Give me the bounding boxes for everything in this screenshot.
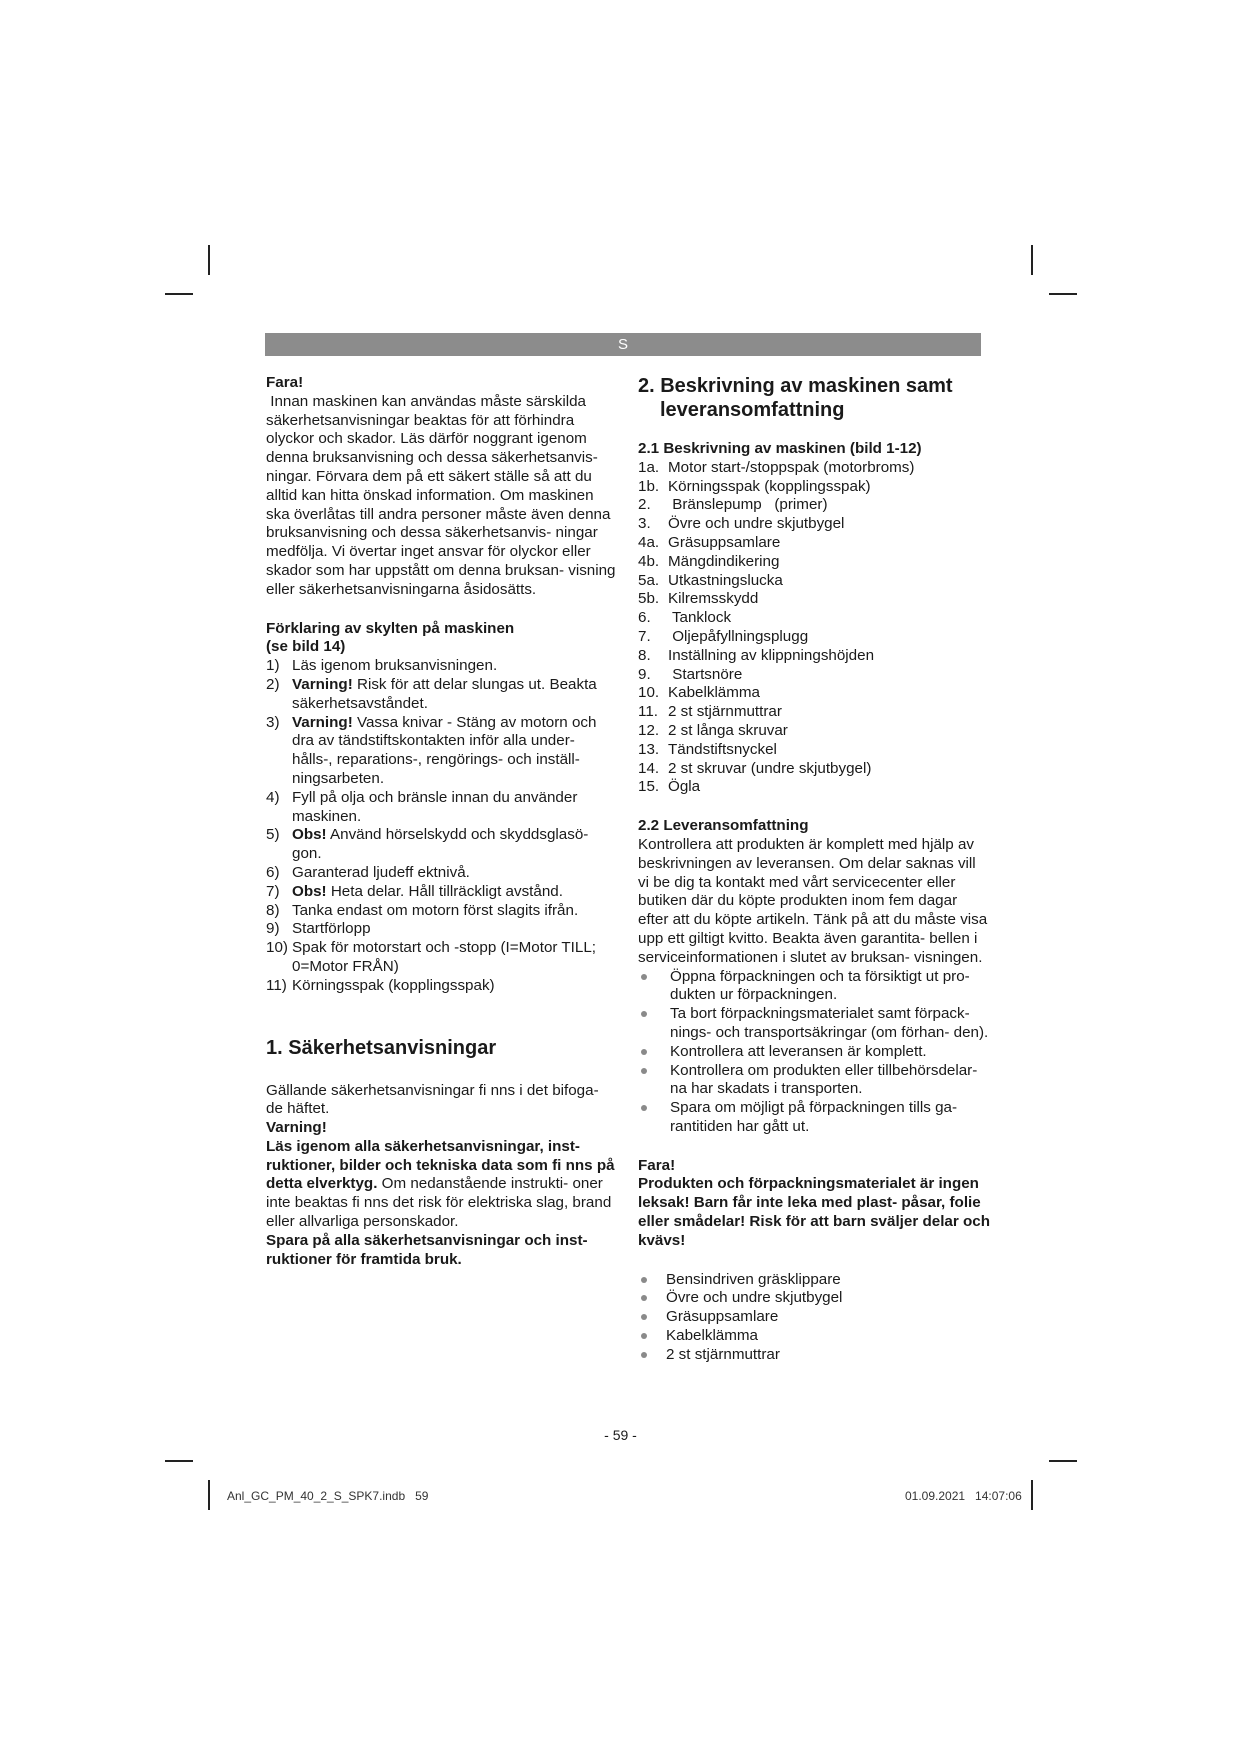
part-number: 11.	[638, 703, 658, 721]
part-item	[638, 684, 990, 703]
unpack-step-text: Spara om möjligt på förpackningen tills ga- rantitiden har gått ut.	[670, 1099, 958, 1135]
part-number: 15.	[638, 778, 660, 796]
machine-parts-list	[638, 459, 990, 797]
crop-mark-top-right-h	[1049, 293, 1077, 295]
section-2-title: 2. Beskrivning av maskinen samt leveransomfattning	[638, 375, 953, 421]
part-label: Ögla	[668, 778, 701, 796]
part-item	[638, 778, 990, 797]
part-item	[638, 666, 990, 685]
part-number: 2.	[638, 496, 651, 514]
section-1-title: 1. Säkerhetsanvisningar	[266, 1036, 497, 1059]
sign-item-bold: Varning!	[292, 675, 353, 693]
fara-heading-right: Fara!	[638, 1156, 676, 1174]
sign-item-number: 9)	[266, 920, 280, 938]
bullet-icon	[641, 1105, 647, 1111]
warning-bold-text: Läs igenom alla säkerhetsanvisningar, inst- ruktioner, bilder och tekniska data som fi nns på detta elverktyg.	[266, 1137, 615, 1193]
part-item	[638, 553, 990, 572]
sign-item	[266, 657, 618, 676]
part-label: Motor start-/stoppspak (motorbroms)	[668, 458, 915, 476]
bullet-icon	[641, 1352, 647, 1358]
varning-label: Varning!	[266, 1119, 327, 1137]
unpack-step	[638, 1099, 990, 1137]
sign-item-number: 4)	[266, 788, 280, 806]
sign-item-text: Garanterad ljudeff ektnivå.	[292, 863, 470, 881]
sign-item-bold: Obs!	[292, 826, 327, 844]
sign-item-number: 6)	[266, 863, 280, 881]
part-item	[638, 590, 990, 609]
scope-item-text: Bensindriven gräsklippare	[666, 1270, 841, 1288]
footer-date-time: 01.09.2021 14:07:06	[905, 1489, 1022, 1503]
fara-paragraph: Innan maskinen kan användas måste särskilda säkerhetsanvisningar beaktas för att förhindra olyckor och skador. Läs därför noggrant igenom denna bruksanvisning och dessa säkerhetsanvis- ningar. Förvara dem på ett säkert ställe så att du alltid kan hitta önskad information. Om maskinen ska överlåtas till andra personer måste även denna bruksanvisning och dessa säkerhetsanvis- ningar medfölja. Vi övertar inget ansvar för olyckor eller skador som har uppstått om denna bruksan- visning eller säkerhetsanvisningarna åsidosätts.	[266, 392, 620, 598]
part-label: Utkastningslucka	[668, 571, 783, 589]
sign-item-number: 1)	[266, 657, 280, 675]
sign-item	[266, 864, 618, 883]
part-label: Tändstiftsnyckel	[668, 740, 777, 758]
crop-mark-bottom-left-v	[208, 1480, 210, 1510]
part-label: Mängdindikering	[668, 552, 780, 570]
part-number: 14.	[638, 759, 660, 777]
bullet-icon	[641, 1277, 647, 1283]
part-label: Tanklock	[668, 609, 732, 627]
sign-item-text: Vassa knivar - Stäng av motorn och dra av tändstiftskontakten inför alla under- hålls-, reparations-, rengörings- och inställ- ningsarbeten.	[292, 713, 597, 787]
unpack-step-text: Kontrollera om produkten eller tillbehörsdelar- na har skadats i transporten.	[670, 1061, 978, 1098]
sign-item-number: 5)	[266, 826, 280, 844]
part-label: Inställning av klippningshöjden	[668, 646, 875, 664]
sign-item-text: Risk för att delar slungas ut. Beakta säkerhetsavståndet.	[292, 675, 597, 712]
unpack-step	[638, 1005, 990, 1043]
part-label: Bränslepump (primer)	[668, 496, 828, 514]
part-label: Startsnöre	[668, 665, 743, 683]
part-number: 4a.	[638, 533, 660, 551]
sign-item	[266, 826, 618, 864]
sign-item	[266, 977, 618, 996]
part-item	[638, 459, 990, 478]
part-number: 13.	[638, 740, 660, 758]
sign-explanation-title: Förklaring av skylten på maskinen	[266, 619, 515, 637]
part-item	[638, 628, 990, 647]
part-item	[638, 534, 990, 553]
part-number: 3.	[638, 515, 651, 533]
fara-warning-right: Produkten och förpackningsmaterialet är ingen leksak! Barn får inte leka med plast- påsar, folie eller smådelar! Risk för att barn sväljer delar och kvävs!	[638, 1175, 990, 1249]
bullet-icon	[641, 1314, 647, 1320]
delivery-scope-list	[638, 1271, 990, 1365]
page-number: - 59 -	[604, 1427, 637, 1443]
fara-heading: Fara!	[266, 374, 304, 391]
part-item	[638, 741, 990, 760]
part-label: 2 st långa skruvar	[668, 721, 788, 739]
crop-mark-bottom-left-h	[165, 1460, 193, 1462]
right-column	[638, 374, 990, 1365]
bullet-icon	[641, 1068, 647, 1074]
part-label: Oljepåfyllningsplugg	[668, 627, 809, 645]
sign-item-text: Startförlopp	[292, 920, 371, 938]
part-item	[638, 496, 990, 515]
scope-item	[638, 1289, 990, 1308]
sign-item	[266, 883, 618, 902]
part-number: 1b.	[638, 477, 660, 495]
language-code: S	[617, 336, 628, 353]
part-number: 1a.	[638, 458, 660, 476]
sign-item-number: 10)	[266, 939, 288, 957]
part-label: Gräsuppsamlare	[668, 533, 781, 551]
sign-item-text: Körningsspak (kopplingsspak)	[292, 976, 495, 994]
sign-item-bold: Obs!	[292, 882, 327, 900]
unpack-step-text: Kontrollera att leveransen är komplett.	[670, 1042, 927, 1060]
crop-mark-top-left-v	[208, 245, 210, 275]
section-1-intro: Gällande säkerhetsanvisningar fi nns i det bifoga- de häftet.	[266, 1081, 599, 1118]
crop-mark-bottom-right-h	[1049, 1460, 1077, 1462]
part-label: 2 st stjärnmuttrar	[668, 703, 782, 721]
sign-item-bold: Varning!	[292, 713, 353, 731]
part-label: Kabelklämma	[668, 684, 761, 702]
part-item	[638, 647, 990, 666]
part-item	[638, 478, 990, 497]
sign-item	[266, 902, 618, 921]
sign-item-text: Heta delar. Håll tillräckligt avstånd.	[326, 882, 563, 900]
part-item	[638, 572, 990, 591]
sign-item-number: 2)	[266, 675, 280, 693]
crop-mark-top-right-v	[1031, 245, 1033, 275]
part-number: 6.	[638, 609, 651, 627]
part-number: 12.	[638, 721, 660, 739]
language-header-bar	[265, 333, 981, 356]
crop-mark-bottom-right-v	[1031, 1480, 1033, 1510]
save-instructions: Spara på alla säkerhetsanvisningar och inst- ruktioner för framtida bruk.	[266, 1231, 588, 1268]
unpack-step-text: Öppna förpackningen och ta försiktigt ut pro- dukten ur förpackningen.	[670, 967, 970, 1004]
subsection-2-1-title: 2.1 Beskrivning av maskinen (bild 1-12)	[638, 440, 922, 457]
unpack-step-text: Ta bort förpackningsmaterialet samt förpack- nings- och transportsäkringar (om förhan- den).	[670, 1005, 989, 1041]
part-number: 10.	[638, 684, 660, 702]
bullet-icon	[641, 1011, 647, 1017]
unpack-step	[638, 968, 990, 1006]
sign-item	[266, 920, 618, 939]
sign-item-text: Tanka endast om motorn först slagits ifrån.	[292, 901, 579, 919]
scope-item	[638, 1308, 990, 1327]
scope-item-text: Kabelklämma	[666, 1327, 759, 1345]
part-number: 7.	[638, 627, 651, 645]
crop-mark-top-left-h	[165, 293, 193, 295]
part-number: 5a.	[638, 571, 660, 589]
sign-item	[266, 676, 618, 714]
subsection-2-2-title: 2.2 Leveransomfattning	[638, 817, 809, 835]
sign-item-text: Fyll på olja och bränsle innan du använder maskinen.	[292, 788, 578, 825]
sign-item-number: 7)	[266, 882, 280, 900]
part-label: Körningsspak (kopplingsspak)	[668, 477, 871, 495]
sign-item	[266, 714, 618, 789]
part-number: 8.	[638, 646, 651, 664]
sign-item-number: 8)	[266, 901, 280, 919]
warning-normal-text: Om nedanstående instrukti- oner inte beaktas fi nns det risk för elektriska slag, brand eller allvarliga personskador.	[266, 1175, 612, 1231]
part-item	[638, 760, 990, 779]
part-item	[638, 722, 990, 741]
part-item	[638, 515, 990, 534]
sign-item-number: 3)	[266, 713, 280, 731]
part-item	[638, 609, 990, 628]
bullet-icon	[641, 1295, 647, 1301]
bullet-icon	[641, 974, 647, 980]
scope-item	[638, 1327, 990, 1346]
unpacking-steps-list	[638, 968, 990, 1137]
sign-explanation-subtitle: (se bild 14)	[266, 638, 346, 656]
scope-item-text: Övre och undre skjutbygel	[666, 1289, 843, 1307]
sign-item-number: 11)	[266, 976, 287, 994]
footer-file-name: Anl_GC_PM_40_2_S_SPK7.indb 59	[227, 1489, 429, 1503]
sign-item	[266, 789, 618, 827]
sign-item-text: Använd hörselskydd och skyddsglasö- gon.	[292, 826, 589, 863]
left-column	[266, 374, 618, 1269]
sign-item	[266, 939, 618, 977]
part-number: 5b.	[638, 590, 660, 608]
part-number: 4b.	[638, 552, 660, 570]
part-label: Övre och undre skjutbygel	[668, 515, 845, 533]
sign-item-text: Spak för motorstart och -stopp (I=Motor TILL; 0=Motor FRÅN)	[292, 939, 597, 975]
sign-explanation-list	[266, 657, 618, 995]
scope-item-text: 2 st stjärnmuttrar	[666, 1345, 780, 1363]
part-label: Kilremsskydd	[668, 590, 759, 608]
scope-item-text: Gräsuppsamlare	[666, 1308, 779, 1326]
scope-item	[638, 1346, 990, 1365]
subsection-2-2-paragraph: Kontrollera att produkten är komplett med hjälp av beskrivningen av leveransen. Om delar saknas vill vi be dig ta kontakt med vårt servicecenter eller butiken där du köpte produkten inom fem dagar efter att du köpte artikeln. Tänk på att du måste visa upp ett giltigt kvitto. Beakta även garantita- bellen i serviceinformationen i slutet av bruksan- visningen.	[638, 835, 988, 966]
bullet-icon	[641, 1333, 647, 1339]
part-label: 2 st skruvar (undre skjutbygel)	[668, 759, 872, 777]
part-item	[638, 703, 990, 722]
part-number: 9.	[638, 665, 651, 683]
scope-item	[638, 1271, 990, 1290]
unpack-step	[638, 1043, 990, 1062]
sign-item-text: Läs igenom bruksanvisningen.	[292, 657, 498, 675]
unpack-step	[638, 1062, 990, 1100]
warning-paragraph	[266, 1138, 618, 1232]
bullet-icon	[641, 1049, 647, 1055]
